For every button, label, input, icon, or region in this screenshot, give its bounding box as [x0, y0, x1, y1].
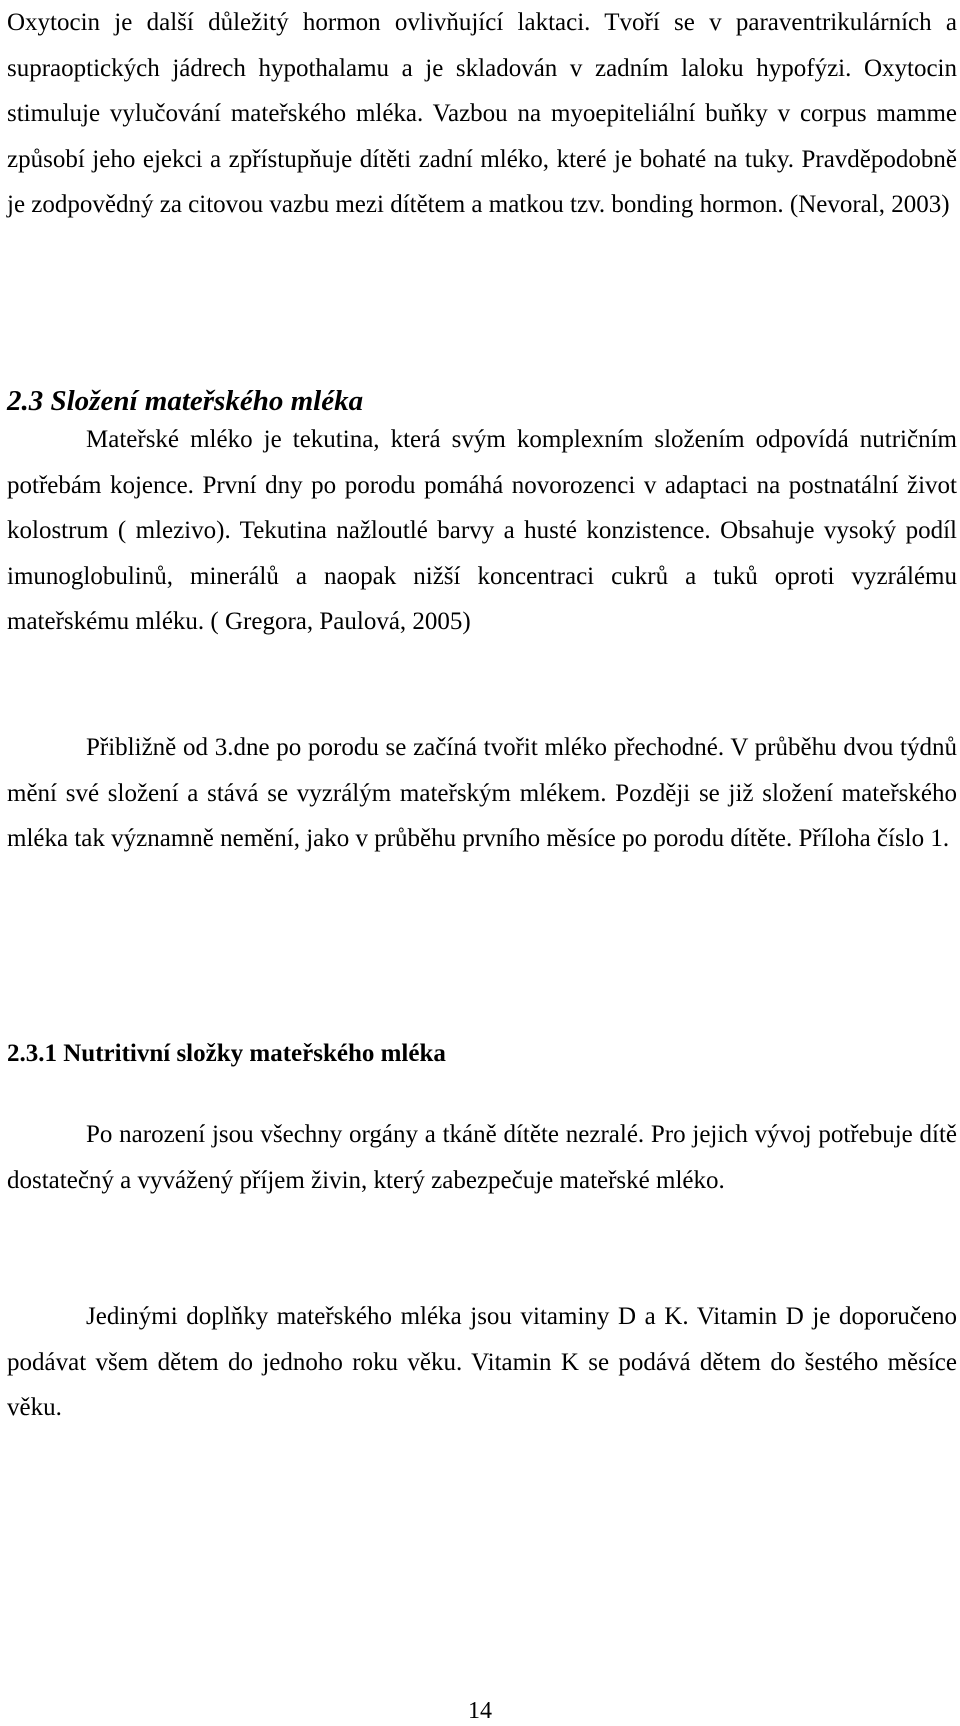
paragraph-organ-immaturity: Po narození jsou všechny orgány a tkáně dítěte nezralé. Pro jejich vývoj potřebuje dítě dostatečný a vyvážený příjem živin, který zabezpečuje mateřské mléko.	[7, 1121, 957, 1194]
subsection-heading: 2.3.1 Nutritivní složky mateřského mléka	[7, 1040, 446, 1067]
page-number: 14	[468, 1698, 492, 1724]
paragraph-oxytocin: Oxytocin je další důležitý hormon ovlivňující laktaci. Tvoří se v paraventrikulárních a supraoptických jádrech hypothalamu a je skladován v zadním laloku hypofýzi. Oxytocin stimuluje vylučování mateřského mléka. Vazbou na myoepiteliální buňky v corpus mamme způsobí jeho ejekci a zpřístupňuje dítěti zadní mléko, které je bohaté na tuky. Pravděpodobně je zodpovědný za citovou vazbu mezi dítětem a matkou tzv. bonding hormon. (Nevoral, 2003)	[7, 9, 957, 218]
paragraph-milk-composition: Mateřské mléko je tekutina, která svým komplexním složením odpovídá nutričním potřebám kojence. První dny po porodu pomáhá novorozenci v adaptaci na postnatální život kolostrum ( mlezivo). Tekutina nažloutlé barvy a husté konzistence. Obsahuje vysoký podíl imunoglobulinů, minerálů a naopak nižší koncentraci cukrů a tuků oproti vyzrálému mateřskému mléku. ( Gregora, Paulová, 2005)	[7, 426, 957, 635]
paragraph-transitional-milk: Přibližně od 3.dne po porodu se začíná tvořit mléko přechodné. V průběhu dvou týdnů mění své složení a stává se vyzrálým mateřským mlékem. Později se již složení mateřského mléka tak významně nemění, jako v průběhu prvního měsíce po porodu dítěte. Příloha číslo 1.	[7, 734, 957, 852]
paragraph-vitamins: Jedinými doplňky mateřského mléka jsou vitaminy D a K. Vitamin D je doporučeno podávat všem dětem do jednoho roku věku. Vitamin K se podává dětem do šestého měsíce věku.	[7, 1303, 957, 1421]
section-heading: 2.3 Složení mateřského mléka	[7, 385, 364, 417]
